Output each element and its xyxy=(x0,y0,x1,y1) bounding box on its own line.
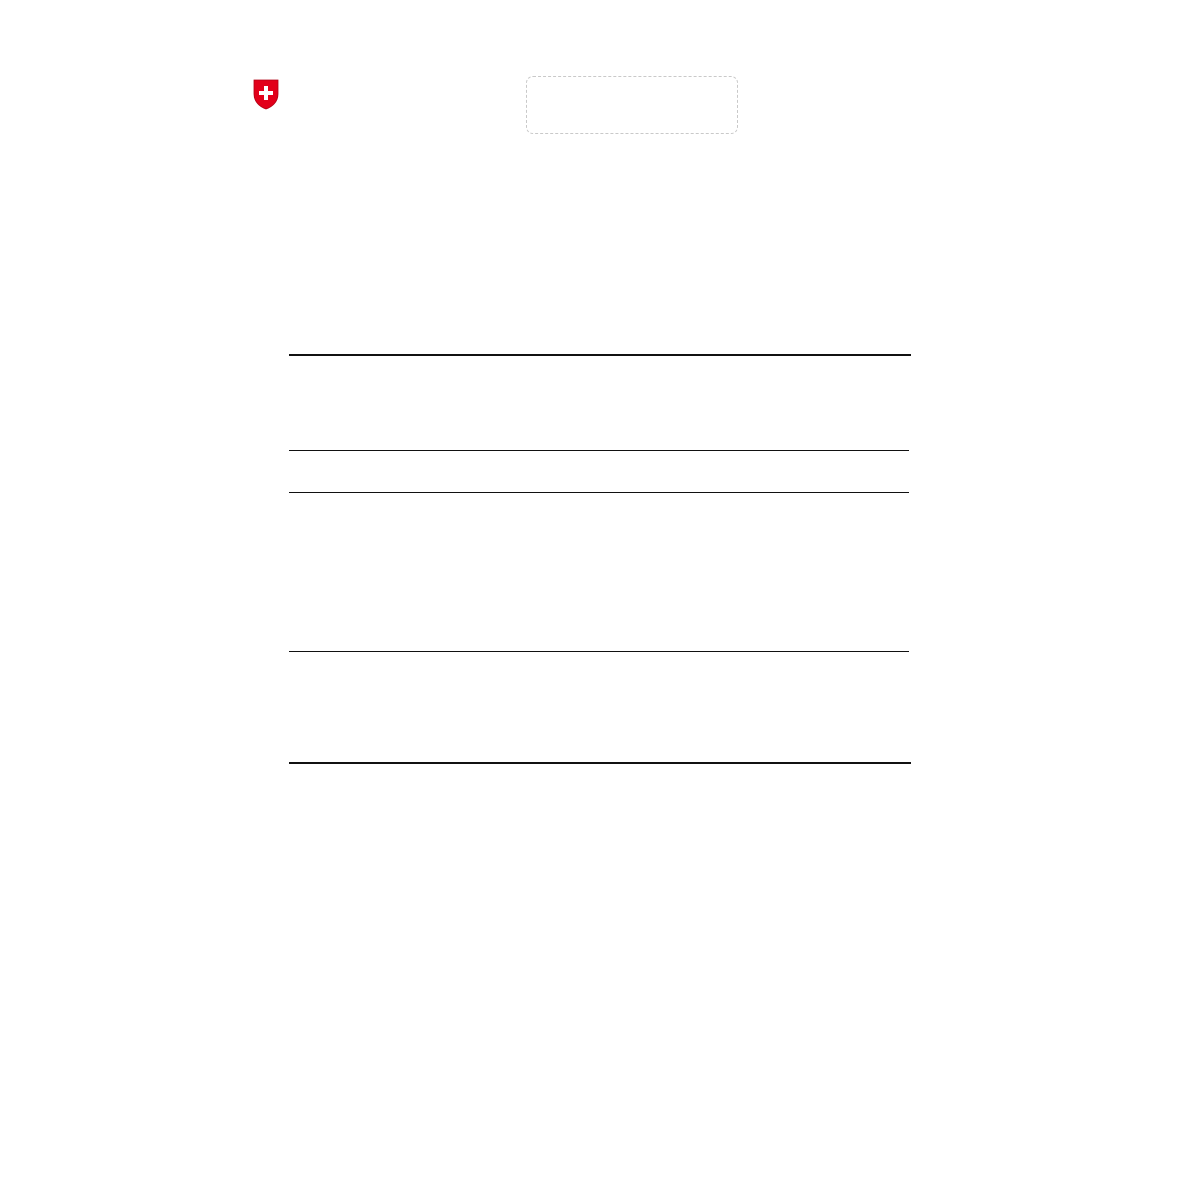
swiss-emblem-icon xyxy=(252,78,280,110)
table-bottom-rule xyxy=(289,651,909,652)
table-header-rule xyxy=(289,492,909,493)
divider xyxy=(289,354,911,356)
official-stamp xyxy=(526,76,738,134)
divider xyxy=(289,762,911,764)
qr-code-icon xyxy=(820,76,908,164)
table-top-rule xyxy=(289,450,909,451)
